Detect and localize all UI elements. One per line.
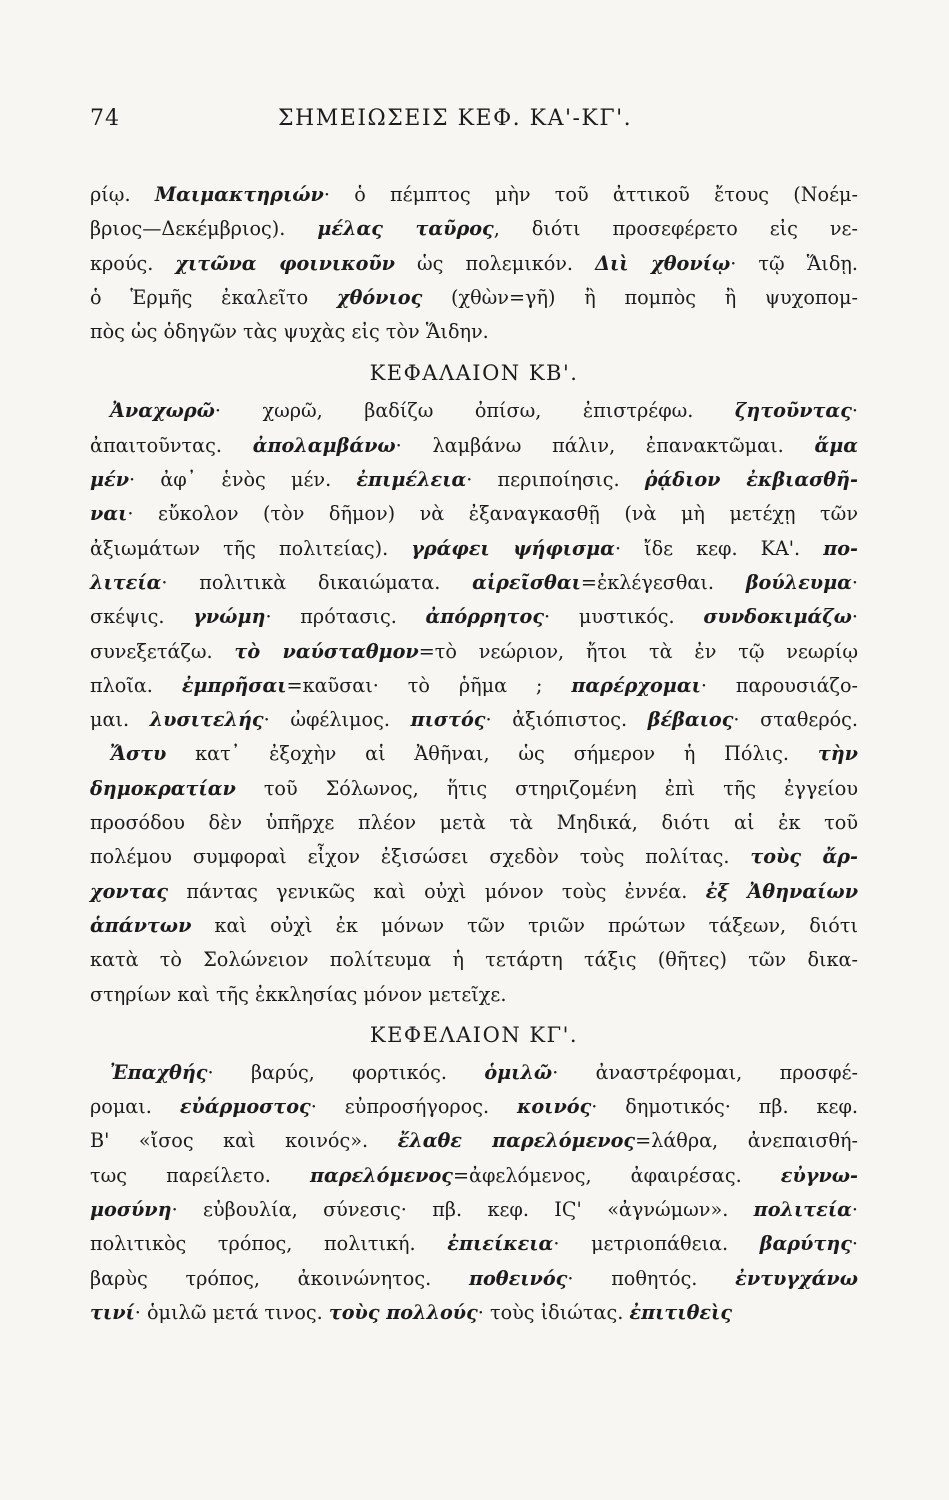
gloss: · εὐπροσήγορος. (310, 1095, 517, 1119)
text-line (90, 669, 858, 703)
gloss: καὶ οὐχὶ ἐκ μόνων τῶν τριῶν πρώτων τάξεων, διότι (191, 913, 858, 937)
lemma: συνδοκιμάζω (703, 605, 852, 629)
lemma: ἐντυγχάνω (735, 1266, 859, 1290)
gloss: βαρὺς τρόπος, ἀκοινώνητος. (90, 1266, 469, 1290)
lemma: εὐγνω- (780, 1163, 858, 1187)
gloss: · ποθητός. (567, 1266, 736, 1290)
gloss: κρούς. (90, 251, 176, 275)
lemma: λυσιτελής (149, 708, 264, 732)
lemma: παρελόμενος (309, 1163, 453, 1187)
lemma: μέν (90, 468, 130, 492)
lemma: ὁμιλῶ (484, 1060, 553, 1084)
text-line (90, 943, 858, 977)
lemma: κοινός (517, 1095, 592, 1119)
text-line (90, 737, 858, 771)
text-line (90, 1056, 858, 1090)
lemma: γράφει ψήφισμα (411, 536, 615, 560)
text-line (90, 703, 858, 737)
gloss: μαι. (90, 708, 150, 732)
page-body (90, 178, 858, 1330)
lemma: Μαιμακτηριών (154, 183, 324, 206)
lemma: ἀπολαμβάνω (252, 433, 396, 457)
gloss: · χωρῶ, βαδίζω ὀπίσω, ἐπιστρέφω. (214, 399, 735, 423)
gloss: =ἐκλέγεσθαι. (580, 570, 746, 594)
text-line (90, 600, 858, 634)
lemma: Ἄστυ (110, 742, 167, 766)
gloss: Β' «ἴσος καὶ κοινός». (90, 1129, 398, 1153)
text-line (90, 1159, 858, 1193)
lemma: τὸ ναύσταθμον (234, 639, 419, 663)
lemma: ζητοῦντας (734, 399, 852, 423)
text-line (90, 247, 858, 281)
text-line (90, 1193, 858, 1227)
page-number: 74 (90, 106, 120, 131)
gloss: · ἀναστρέφομαι, προσφέ- (552, 1060, 859, 1084)
lemma: Διὶ χθονίῳ (595, 251, 731, 275)
lemma: ἔλαθε παρελόμενος (397, 1129, 636, 1153)
text-line (90, 1262, 858, 1296)
gloss: · ἀξιόπιστος. (485, 708, 648, 732)
text-line (90, 178, 858, 212)
gloss: =καῦσαι· τὸ ῥῆμα ; (286, 673, 572, 697)
running-header (90, 106, 859, 146)
chapter-heading: ΚΕΦΑΛΑΙΟΝ ΚΒ'. (369, 361, 579, 386)
lemma: πο- (823, 536, 858, 560)
lemma: ναι (90, 502, 128, 526)
text-line (90, 909, 858, 943)
lemma: Ἀναχωρῶ (110, 399, 215, 423)
gloss: πολέμου συμφοραὶ εἶχον ἐξισώσει σχεδὸν τοὺς πολίτας. (90, 845, 751, 869)
lemma: αἱρεῖσθαι (472, 570, 581, 594)
gloss: ρίῳ. (90, 183, 155, 206)
lemma: ἅμα (814, 433, 859, 457)
text-line (90, 315, 858, 349)
lemma: βούλευμα (745, 570, 852, 594)
lemma: μοσύνη (90, 1198, 172, 1222)
running-title: ΣΗΜΕΙΩΣΕΙΣ ΚΕΦ. ΚΑ'-ΚΓ'. (278, 106, 633, 131)
text-line (90, 463, 858, 497)
gloss: · εὔκολον (τὸν δῆμον) νὰ ἐξαναγκασθῇ (νὰ μὴ μετέχῃ τῶν (127, 502, 858, 526)
lemma: εὐάρμοστος (179, 1095, 311, 1119)
gloss: (χθὼν=γῆ) ἢ πομπὸς ἢ ψυχοπομ- (422, 285, 858, 309)
gloss: · πρότασις. (265, 605, 426, 629)
gloss: , διότι προσεφέρετο εἰς νε- (493, 217, 858, 241)
text-line (90, 532, 858, 566)
text-line (90, 978, 858, 1012)
text-line (90, 875, 858, 909)
gloss: πάντας γενικῶς καὶ οὐχὶ μόνον τοὺς ἐννέα. (168, 879, 706, 903)
gloss: συνεξετάζω. (90, 639, 235, 663)
lemma: ἐπιείκεια (447, 1232, 554, 1256)
gloss: · τοὺς ἰδιώτας. (477, 1300, 630, 1324)
gloss: στηρίων καὶ τῆς ἐκκλησίας μόνον μετεῖχε. (90, 982, 507, 1006)
text-line (90, 806, 858, 840)
gloss: =ἀφελόμενος, ἀφαιρέσας. (452, 1163, 781, 1187)
gloss: πολιτικὸς τρόπος, πολιτική. (90, 1232, 448, 1256)
gloss: · τῷ Ἅιδῃ. (730, 251, 858, 275)
text-line (90, 497, 858, 531)
lemma: ῥᾴδιον ἐκβιασθῆ- (644, 468, 858, 492)
text-line (90, 772, 858, 806)
lemma: τοὺς πολλούς (328, 1300, 478, 1324)
gloss: ἀπαιτοῦντας. (90, 433, 253, 457)
lemma: μέλας ταῦρος (317, 217, 494, 241)
lemma: χιτῶνα φοινικοῦν (175, 251, 395, 275)
gloss: βριος—Δεκέμβριος). (90, 217, 318, 241)
lemma: ἐμπρῆσαι (181, 673, 287, 697)
gloss: τως παρείλετο. (90, 1163, 310, 1187)
gloss: · (851, 570, 859, 594)
gloss: ρομαι. (90, 1095, 180, 1119)
gloss: · μυστικός. (544, 605, 704, 629)
gloss: · ὠφέλιμος. (263, 708, 411, 732)
gloss: · ἀφ᾽ ἑνὸς μέν. (129, 468, 357, 492)
gloss: =τὸ νεώριον, ἤτοι τὰ ἐν τῷ νεωρίῳ (418, 639, 858, 663)
lemma: γνώμη (193, 605, 266, 629)
text-line (90, 394, 858, 428)
lemma: βέβαιος (647, 708, 734, 732)
gloss: κατὰ τὸ Σολώνειον πολίτευμα ἡ τετάρτη τάξις (θῆτες) τῶν δικα- (90, 948, 858, 972)
lemma: χθόνιος (336, 285, 423, 309)
text-line (90, 212, 858, 246)
text-line (90, 1090, 858, 1124)
lemma: χοντας (90, 879, 169, 903)
gloss: κατ᾽ ἐξοχὴν αἱ Ἀθῆναι, ὡς σήμερον ἡ Πόλις. (166, 742, 818, 766)
gloss: · εὐβουλία, σύνεσις· πβ. κεφ. ΙϚ' «ἀγνώμων». (171, 1198, 754, 1222)
gloss: · (851, 1198, 858, 1222)
lemma: πολιτεία (753, 1198, 852, 1222)
lemma: δημοκρατίαν (90, 776, 236, 800)
gloss: σκέψις. (90, 605, 194, 629)
lemma: Ἐπαχθής (110, 1060, 208, 1084)
gloss: · ὁ πέμπτος μὴν τοῦ ἀττικοῦ ἔτους (Νοέμ- (323, 183, 858, 206)
text-line (90, 1227, 858, 1261)
gloss: · λαμβάνω πάλιν, ἐπανακτῶμαι. (395, 433, 815, 457)
lemma: ἐπιμέλεια (356, 468, 467, 492)
gloss: · μετριοπάθεια. (553, 1232, 760, 1256)
lemma: τὴν (817, 742, 858, 766)
gloss: · δημοτικός· πβ. κεφ. (591, 1095, 859, 1119)
gloss: · (851, 399, 858, 423)
gloss: προσόδου δὲν ὑπῆρχε πλέον μετὰ τὰ Μηδικά, διότι αἱ ἐκ τοῦ (90, 811, 858, 835)
text-line (90, 566, 858, 600)
gloss: · περιποίησις. (466, 468, 645, 492)
lemma: ἀπόρρητος (425, 605, 545, 629)
text-line (90, 1296, 858, 1330)
gloss: ὡς πολεμικόν. (395, 251, 596, 275)
chapter-heading: ΚΕΦΕΛΑΙΟΝ ΚΓ'. (369, 1022, 579, 1047)
lemma: τοὺς ἄρ- (750, 845, 858, 869)
gloss: · βαρύς, φορτικός. (207, 1060, 485, 1084)
gloss: · παρουσιάζο- (700, 673, 858, 697)
gloss: · (851, 605, 858, 629)
text-line (90, 1124, 858, 1158)
gloss: · (851, 1232, 858, 1256)
text-line (90, 429, 858, 463)
gloss: ὁ Ἑρμῆς ἐκαλεῖτο (90, 285, 337, 309)
text-line (90, 635, 858, 669)
lemma: ἁπάντων (90, 913, 192, 937)
lemma: λιτεία (90, 570, 162, 594)
gloss: · ἴδε κεφ. ΚΑ'. (614, 536, 824, 560)
gloss: =λάθρα, ἀνεπαισθή- (635, 1129, 858, 1153)
gloss: πλοῖα. (90, 673, 182, 697)
gloss: · σταθερός. (733, 708, 858, 732)
gloss: τοῦ Σόλωνος, ἥτις στηριζομένη ἐπὶ τῆς ἐγγείου (235, 776, 858, 800)
gloss: · πολιτικὰ δικαιώματα. (161, 570, 473, 594)
lemma: ἐπιτιθεὶς (629, 1300, 733, 1324)
lemma: ποθεινός (468, 1266, 568, 1290)
gloss: πὸς ὡς ὁδηγῶν τὰς ψυχὰς εἰς τὸν Ἅιδην. (90, 320, 489, 344)
lemma: πιστός (410, 708, 486, 732)
lemma: τινί (90, 1300, 135, 1324)
text-line (90, 281, 858, 315)
gloss: ἀξιωμάτων τῆς πολιτείας). (90, 536, 412, 560)
lemma: βαρύτης (759, 1232, 852, 1256)
lemma: ἐξ Ἀθηναίων (705, 879, 859, 903)
text-line (90, 840, 858, 874)
lemma: παρέρχομαι (571, 673, 701, 697)
gloss: · ὁμιλῶ μετά τινος. (134, 1300, 329, 1324)
